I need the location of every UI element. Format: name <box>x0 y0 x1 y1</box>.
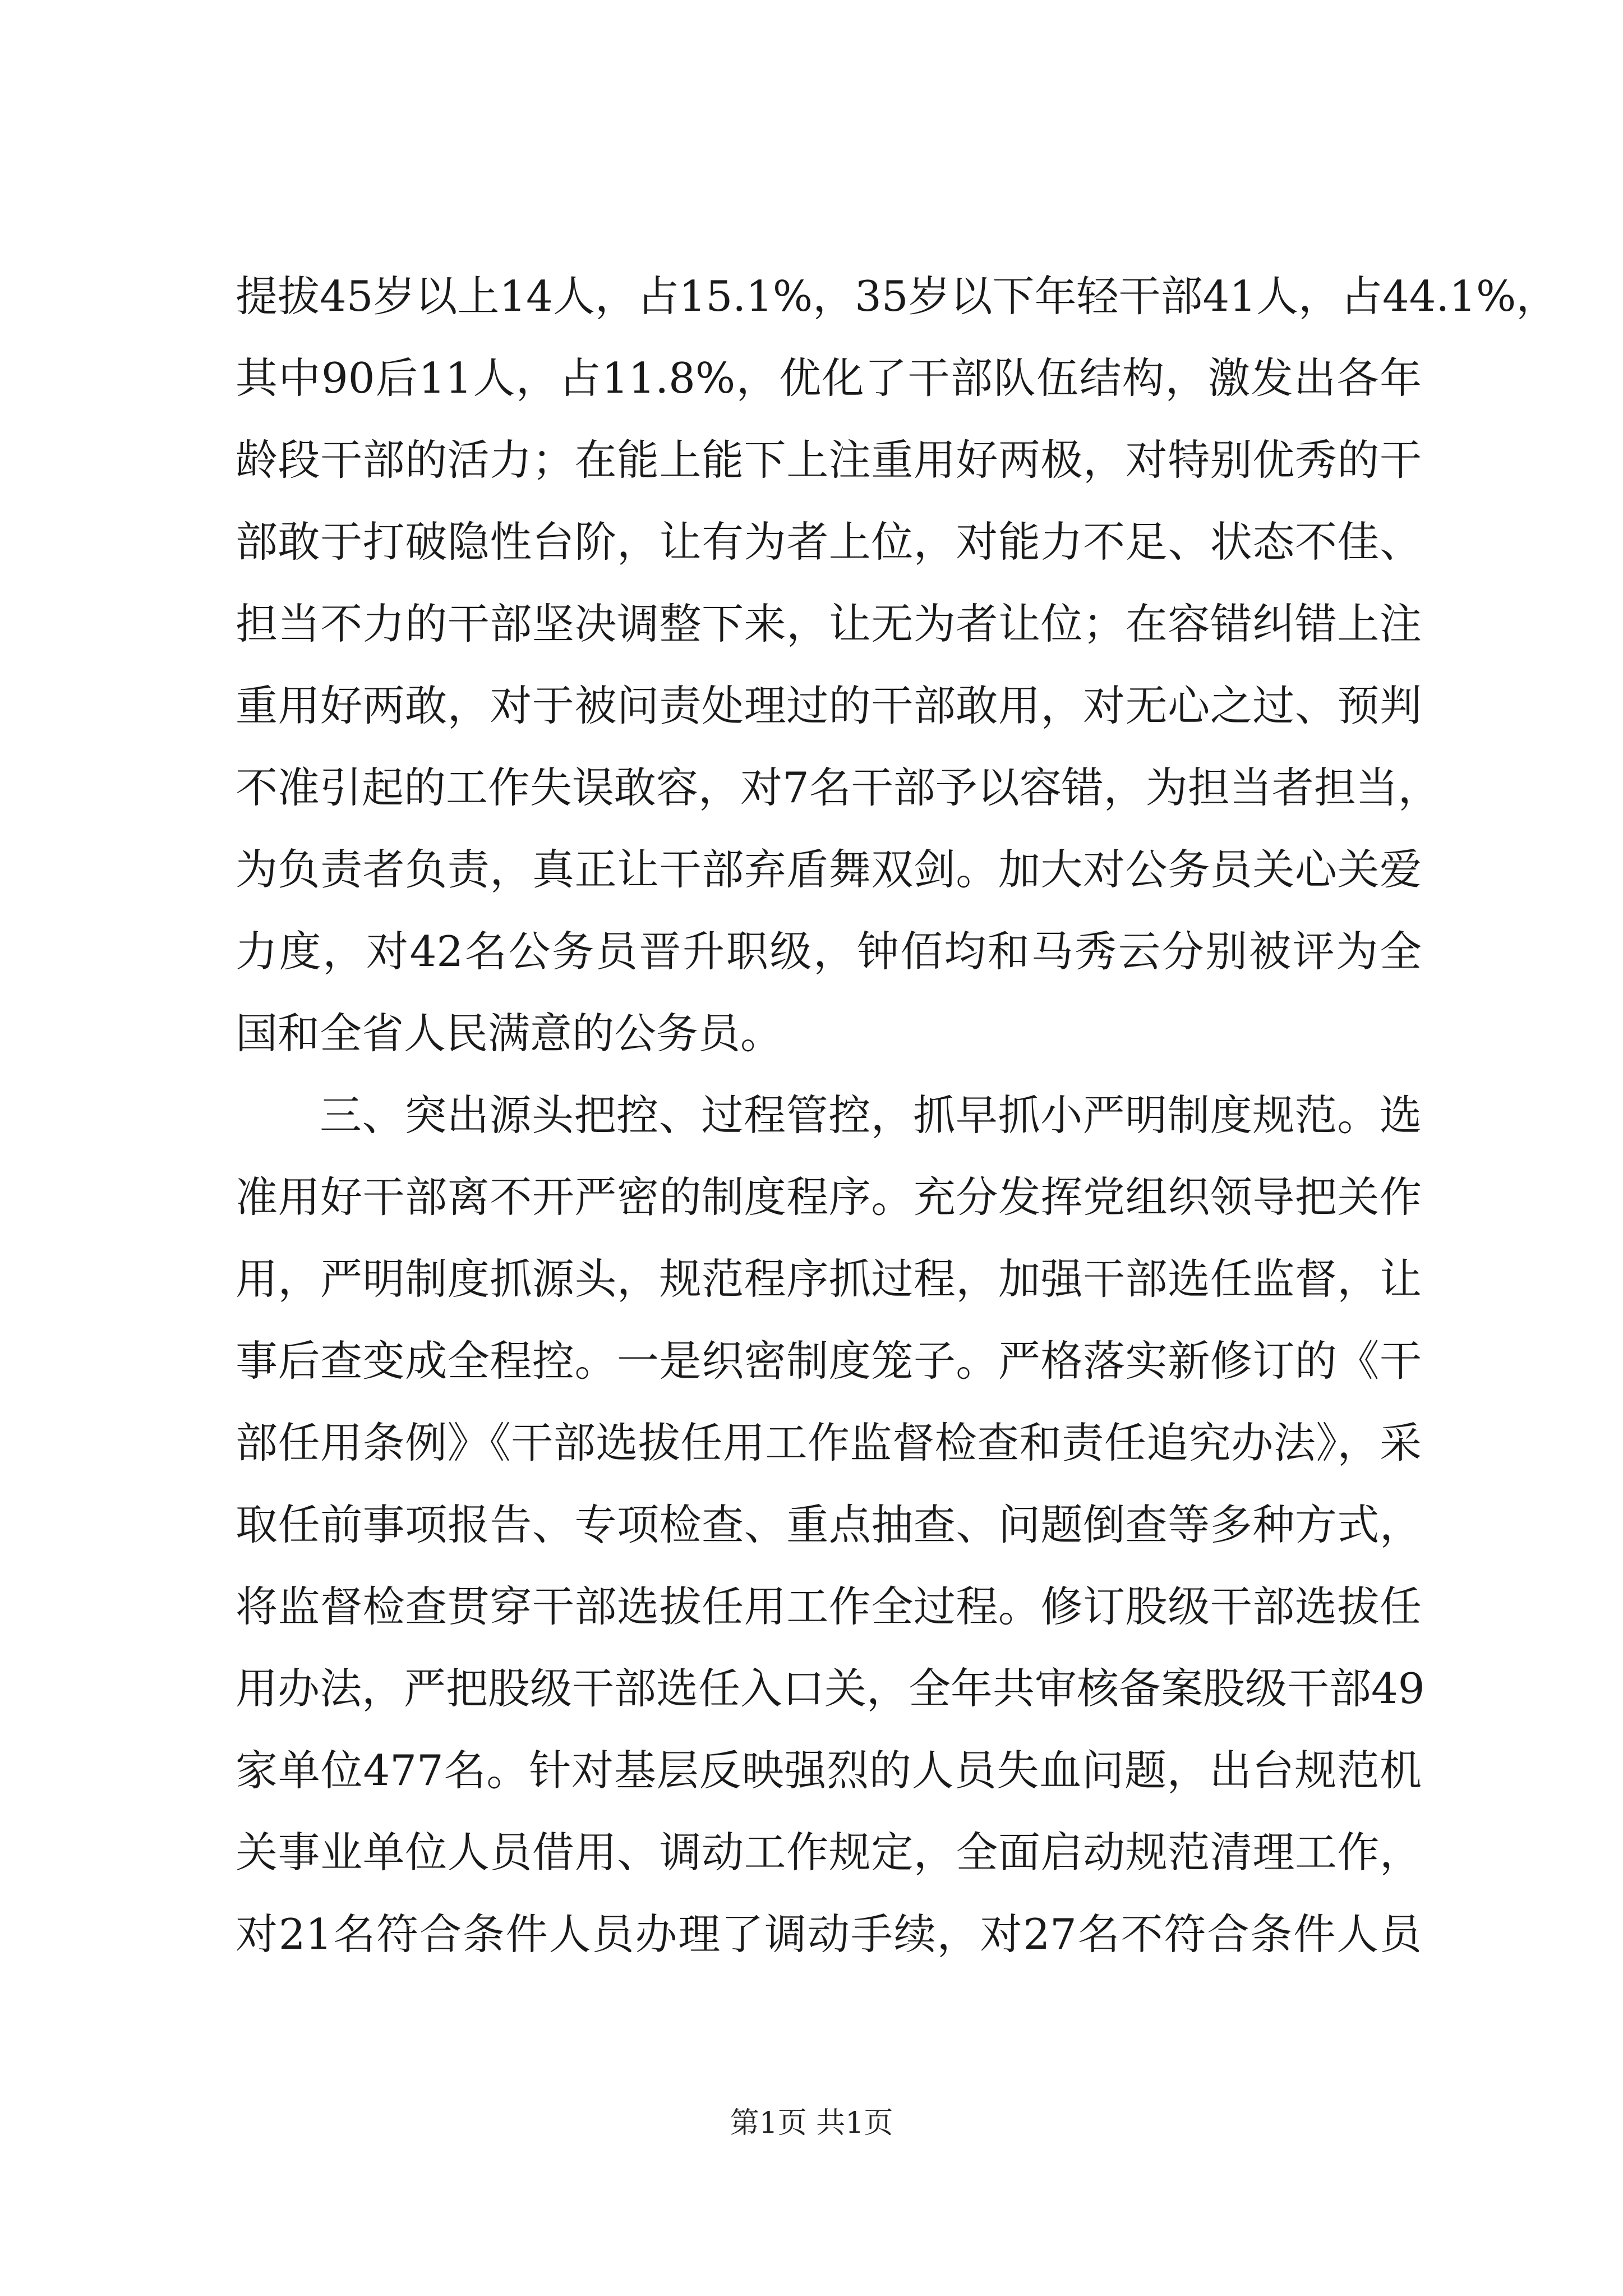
text-line: 准用好干部离不开严密的制度程序。充分发挥党组织领导把关作 <box>236 1172 1422 1222</box>
document-body <box>236 255 1559 1975</box>
text-line: 重用好两敢，对于被问责处理过的干部敢用，对无心之过、预判 <box>236 681 1422 730</box>
text-line: 家单位477名。针对基层反映强烈的人员失血问题，出台规范机 <box>236 1746 1422 1795</box>
text-line: 龄段干部的活力；在能上能下上注重用好两极，对特别优秀的干 <box>236 435 1422 485</box>
text-line: 关事业单位人员借用、调动工作规定，全面启动规范清理工作， <box>236 1828 1422 1877</box>
text-line: 对21名符合条件人员办理了调动手续，对27名不符合条件人员 <box>236 1910 1422 1959</box>
section-heading-line: 三、突出源头把控、过程管控，抓早抓小严明制度规范。选 <box>320 1091 1422 1140</box>
text-line: 力度，对42名公务员晋升职级，钟佰均和马秀云分别被评为全 <box>236 927 1422 976</box>
text-line: 部任用条例》《干部选拔任用工作监督检查和责任追究办法》，采 <box>236 1418 1422 1467</box>
text-line: 取任前事项报告、专项检查、重点抽查、问题倒查等多种方式， <box>236 1500 1422 1549</box>
text-line: 事后查变成全程控。一是织密制度笼子。严格落实新修订的《干 <box>236 1336 1422 1386</box>
text-line-paragraph-end: 国和全省人民满意的公务员。 <box>236 1009 783 1058</box>
page-number-footer: 第1页 共1页 <box>730 2106 893 2140</box>
text-line: 用办法，严把股级干部选任入口关，全年共审核备案股级干部49 <box>236 1664 1425 1713</box>
text-line: 用，严明制度抓源头，规范程序抓过程，加强干部选任监督，让 <box>236 1254 1422 1304</box>
text-line: 提拔45岁以上14人，占15.1%，35岁以下年轻干部41人，占44.1%， <box>236 272 1559 321</box>
text-line: 不准引起的工作失误敢容，对7名干部予以容错，为担当者担当， <box>236 763 1440 812</box>
text-line: 将监督检查贯穿干部选拔任用工作全过程。修订股级干部选拔任 <box>236 1582 1422 1631</box>
text-line: 部敢于打破隐性台阶，让有为者上位，对能力不足、状态不佳、 <box>236 517 1422 567</box>
text-line: 担当不力的干部坚决调整下来，让无为者让位；在容错纠错上注 <box>236 599 1422 648</box>
text-line: 其中90后11人，占11.8%，优化了干部队伍结构，激发出各年 <box>236 353 1422 403</box>
text-line: 为负责者负责，真正让干部弃盾舞双剑。加大对公务员关心关爱 <box>236 845 1422 894</box>
